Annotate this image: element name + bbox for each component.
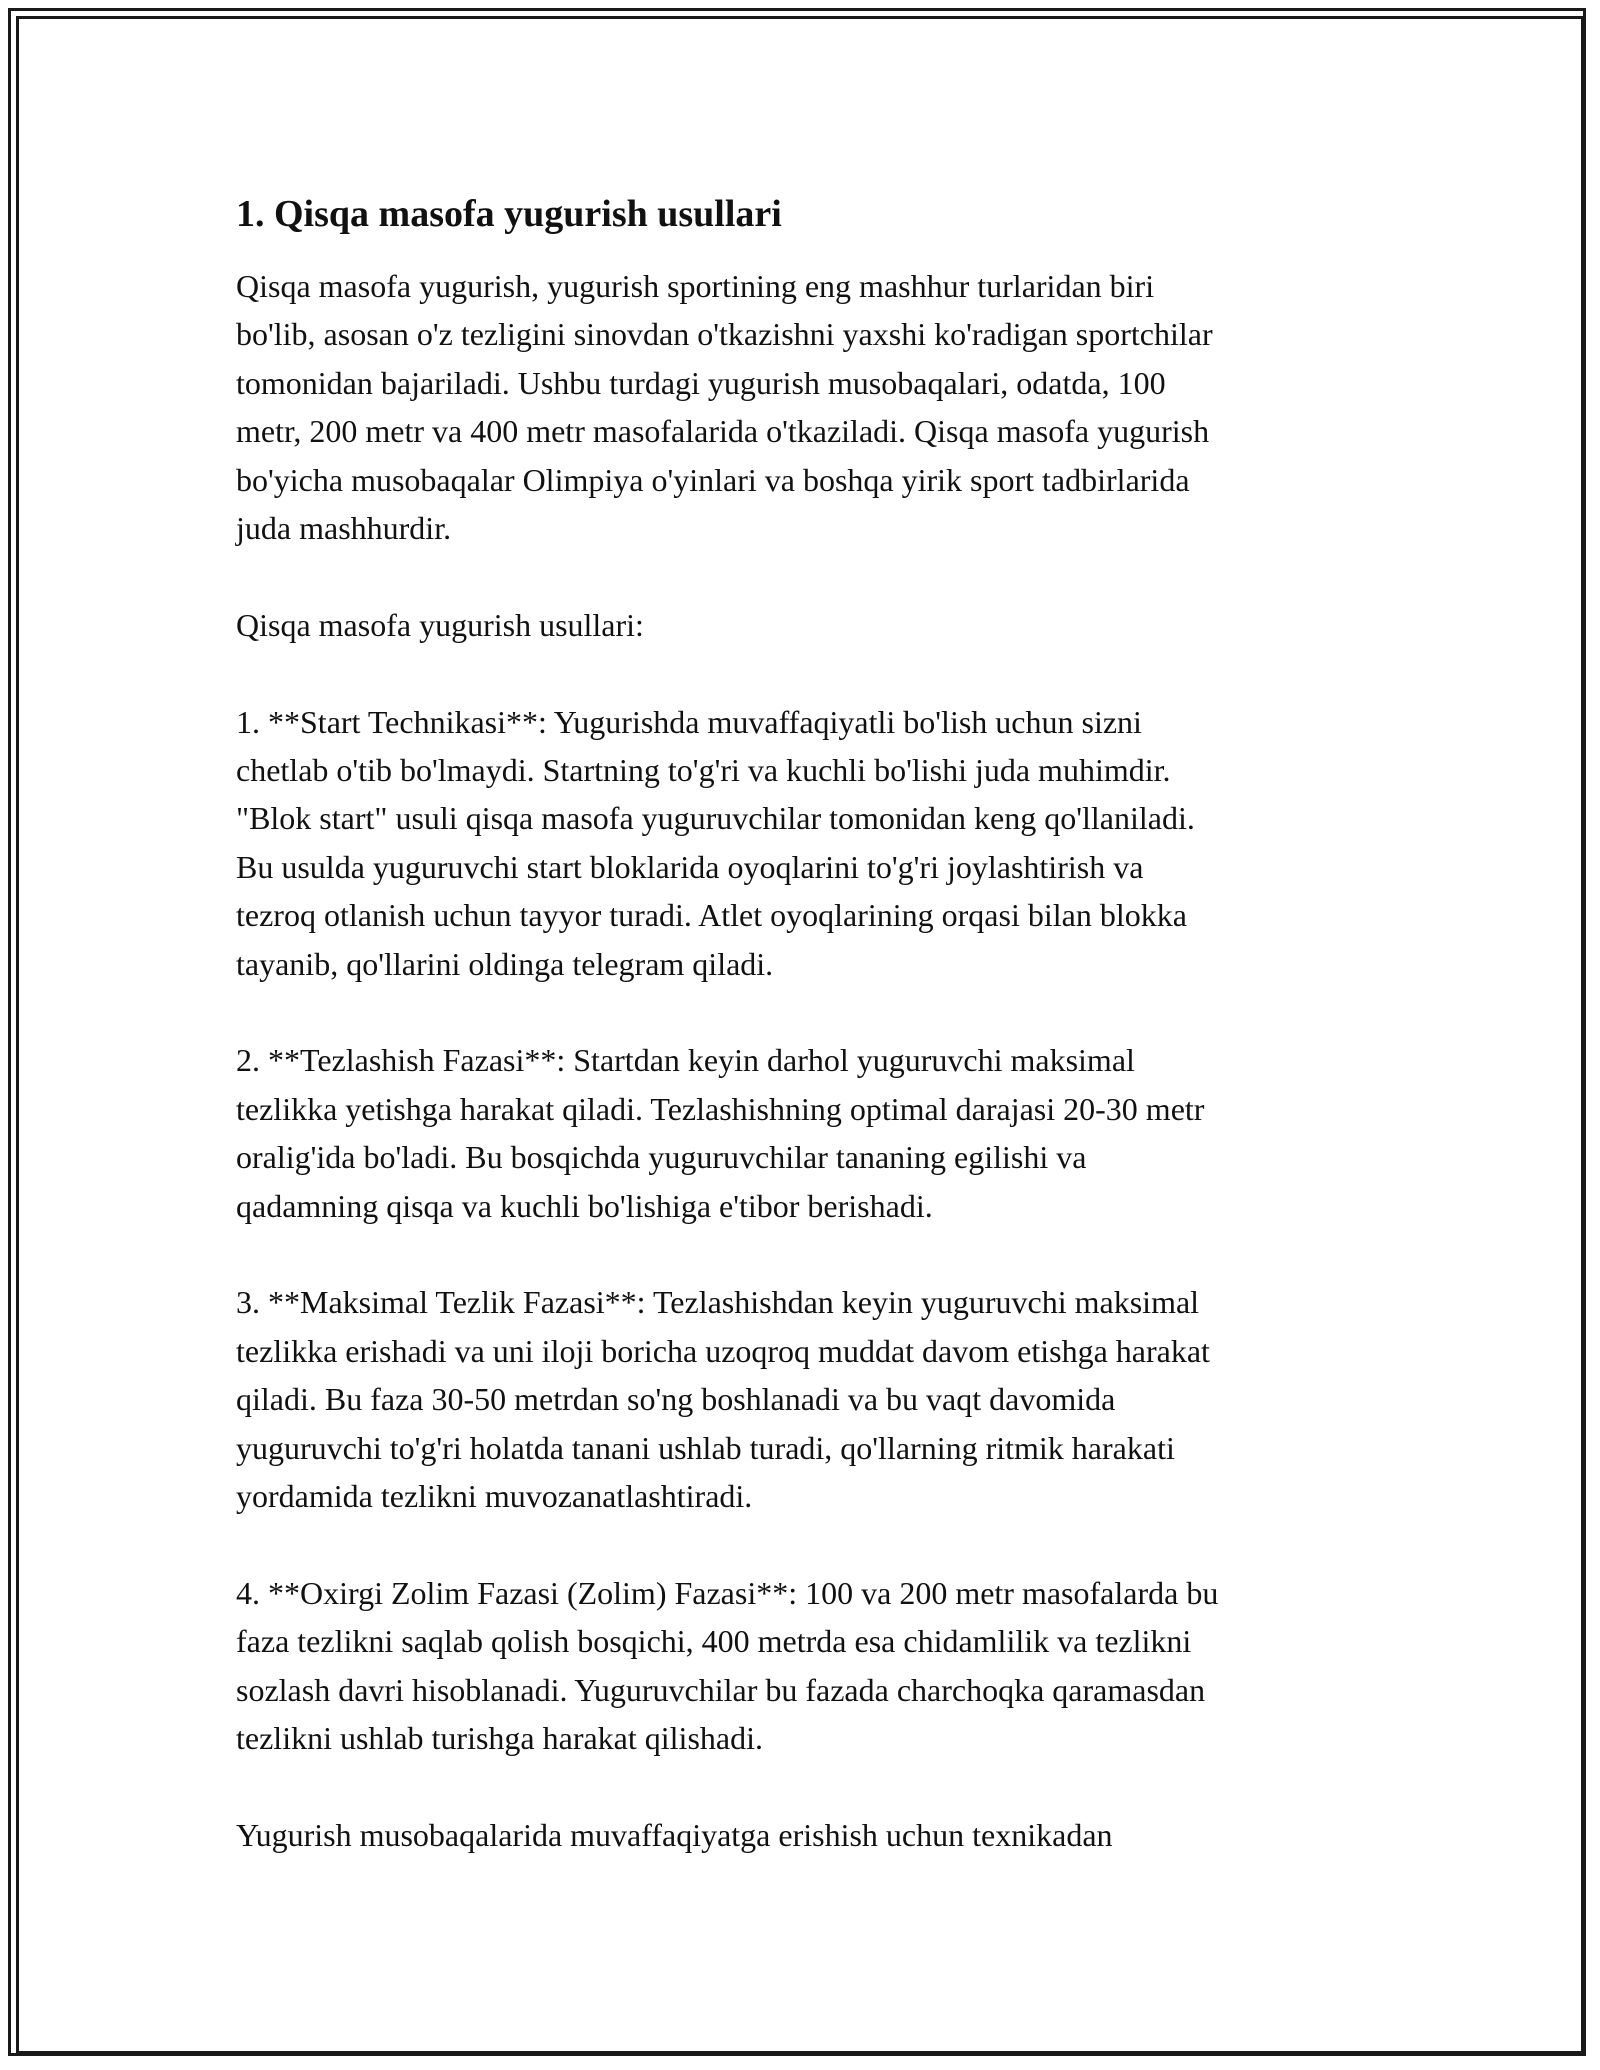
- methods-intro: Qisqa masofa yugurish usullari:: [236, 606, 644, 643]
- intro-paragraph: Qisqa masofa yugurish, yugurish sportining eng mashhur turlaridan biri bo'lib, asosan o'z tezligini sinovdan o'tkazishni yaxshi ko'radigan sportchilar tomonidan bajariladi. Ushbu turdagi yugurish musobaqalari, odatda, 100 metr, 200 metr va 400 metr masofalarida o'tkaziladi. Qisqa masofa yugurish bo'yicha musobaqalar Olimpiya o'yinlari va boshqa yirik sport tadbirlarida juda mashhurdir.: [236, 268, 1213, 547]
- list-item-max-speed-phase: 3. **Maksimal Tezlik Fazasi**: Tezlashishdan keyin yuguruvchi maksimal tezlikka erishadi va uni iloji boricha uzoqroq muddat davom etishga harakat qiladi. Bu faza 30-50 metrdan so'ng boshlanadi va bu vaqt davomida yuguruvchi to'g'ri holatda tanani ushlab turadi, qo'llarning ritmik harakati yordamida tezlikni muvozanatlashtiradi.: [236, 1284, 1210, 1515]
- closing-paragraph: Yugurish musobaqalarida muvaffaqiyatga erishish uchun texnikadan: [236, 1816, 1113, 1853]
- section-heading: 1. Qisqa masofa yugurish usullari: [236, 193, 782, 235]
- list-item-final-phase: 4. **Oxirgi Zolim Fazasi (Zolim) Fazasi**: 100 va 200 metr masofalarda bu faza tezlikni saqlab qolish bosqichi, 400 metrda esa chidamlilik va tezlikni sozlash davri hisoblanadi. Yuguruvchilar bu fazada charchoqka qaramasdan tezlikni ushlab turishga harakat qilishadi.: [236, 1574, 1219, 1757]
- document-body: [236, 186, 1376, 1908]
- list-item-start-technique: 1. **Start Technikasi**: Yugurishda muvaffaqiyatli bo'lish uchun sizni chetlab o'tib bo'lmaydi. Startning to'g'ri va kuchli bo'lishi juda muhimdir. "Blok start" usuli qisqa masofa yuguruvchilar tomonidan keng qo'llaniladi. Bu usulda yuguruvchi start bloklarida oyoqlarini to'g'ri joylashtirish va tezroq otlanish uchun tayyor turadi. Atlet oyoqlarining orqasi bilan blokka tayanib, qo'llarini oldinga telegram qiladi.: [236, 703, 1195, 982]
- list-item-acceleration-phase: 2. **Tezlashish Fazasi**: Startdan keyin darhol yuguruvchi maksimal tezlikka yetishga harakat qiladi. Tezlashishning optimal darajasi 20-30 metr oralig'ida bo'ladi. Bu bosqichda yuguruvchilar tananing egilishi va qadamning qisqa va kuchli bo'lishiga e'tibor berishadi.: [236, 1042, 1205, 1224]
